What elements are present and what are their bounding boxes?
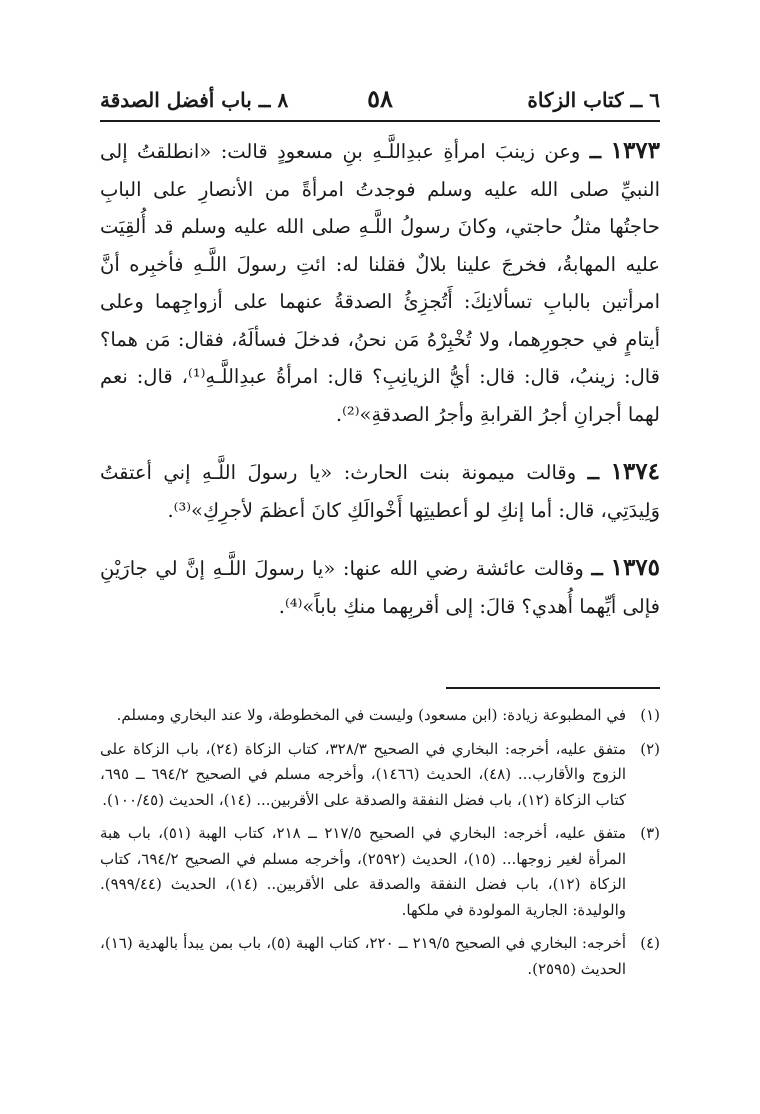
hadith-separator: ــ [589, 140, 602, 163]
hadith-paragraph [100, 549, 660, 625]
running-header [100, 86, 660, 116]
hadith-number: ١٣٧٤ [610, 458, 660, 485]
header-divider [100, 120, 660, 122]
footnote [100, 821, 660, 923]
hadith-number: ١٣٧٥ [610, 554, 661, 581]
footnote-text: أخرجه: البخاري في الصحيح ٢١٩/٥ ــ ٢٢٠، كتاب الهبة (٥)، باب بمن يبدأ بالهدية (١٦)، الحديث (٢٥٩٥). [100, 934, 627, 978]
footnote-mark: (٣) [640, 824, 660, 842]
main-text [100, 132, 660, 645]
hadith-text: وعن زينبَ امرأةِ عبدِاللَّـهِ بنِ مسعودٍ قالت: «انطلقتُ إلى النبيِّ صلى الله عليه وسلم فوجدتُ امرأةً من الأنصارِ على البابِ حاجتُها مثلُ حاجتي، وكانَ رسولُ اللَّـهِ صلى الله عليه وسلم قد أُلقِيَت عليه المهابةُ، فخرجَ علينا بلالٌ فقلنا له: ائتِ رسولَ اللَّـهِ فأخبِره أنَّ امرأتين بالبابِ تسألانِكَ: أَتُجزِئُ الصدقةُ عنهما على أزواجِهما وعلى أيتامٍ في حجورِهما، ولا تُخْبِرْهُ مَن نحنُ، فدخلَ فسألَهُ، فقال: مَن هما؟ قال: زينبُ، قال: قال: أيُّ الزيانِبِ؟ قال: امرأةُ عبدِاللَّـهِ⁽¹⁾، قال: نعم لهما أجرانِ أجرُ القرابةِ وأجرُ الصدقةِ»⁽²⁾. [100, 140, 661, 426]
footnote-divider [446, 687, 660, 689]
header-book-title: ٦ ــ كتاب الزكاة [527, 88, 660, 112]
footnote-text: متفق عليه، أخرجه: البخاري في الصحيح ٢١٧/٥ ــ ٢١٨، كتاب الهبة (٥١)، باب هبة المرأة لغير زوجها... (١٥)، الحديث (٢٥٩٢)، وأخرجه مسلم في الصحيح ٦٩٤/٢، كتاب الزكاة (١٢)، باب فضل النفقة والصدقة على الأقربين.. (١٤)، الحديث (٩٩٩/٤٤). والوليدة: الجارية المولودة في ملكها. [100, 824, 627, 919]
hadith-separator: ــ [587, 461, 600, 484]
footnote-text: متفق عليه، أخرجه: البخاري في الصحيح ٣٢٨/٣، كتاب الزكاة (٢٤)، باب الزكاة على الزوج والأقارب... (٤٨)، الحديث (١٤٦٦)، وأخرجه مسلم في الصحيح ٦٩٤/٢ ــ ٦٩٥، كتاب الزكاة (١٢)، باب فضل النفقة والصدقة على الأقربين... (١٤)، الحديث (١٠٠/٤٥). [100, 739, 627, 809]
footnote-mark: (١) [640, 706, 660, 724]
footnote [100, 737, 660, 814]
hadith-paragraph [100, 132, 660, 433]
footnote-mark: (٢) [640, 739, 660, 758]
footnote [100, 703, 660, 729]
header-chapter-title: ٨ ــ باب أفضل الصدقة [100, 88, 289, 112]
hadith-paragraph [100, 453, 660, 529]
page-number: ٥٨ [367, 84, 393, 113]
hadith-text: وقالت ميمونة بنت الحارث: «يا رسولَ اللَّـهِ إني أعتقتُ وَلِيدَتِي، قال: أما إنكِ لو أعطيتِها أَخْوالَكِ كانَ أعظمَ لأجرِكِ»⁽³⁾. [100, 461, 660, 522]
footnotes [100, 703, 660, 990]
footnote-text: في المطبوعة زيادة: (ابن مسعود) وليست في المخطوطة، ولا عند البخاري ومسلم. [116, 706, 626, 724]
footnote-mark: (٤) [640, 934, 660, 952]
hadith-separator: ــ [591, 557, 603, 580]
footnote [100, 931, 660, 982]
hadith-number: ١٣٧٣ [610, 137, 661, 164]
hadith-text: وقالت عائشة رضي الله عنها: «يا رسولَ اللَّـهِ إنَّ لي جارَيْنِ فإلى أيِّهما أُهدي؟ قالَ: إلى أقربِهما منكِ باباً»⁽⁴⁾. [100, 557, 660, 618]
